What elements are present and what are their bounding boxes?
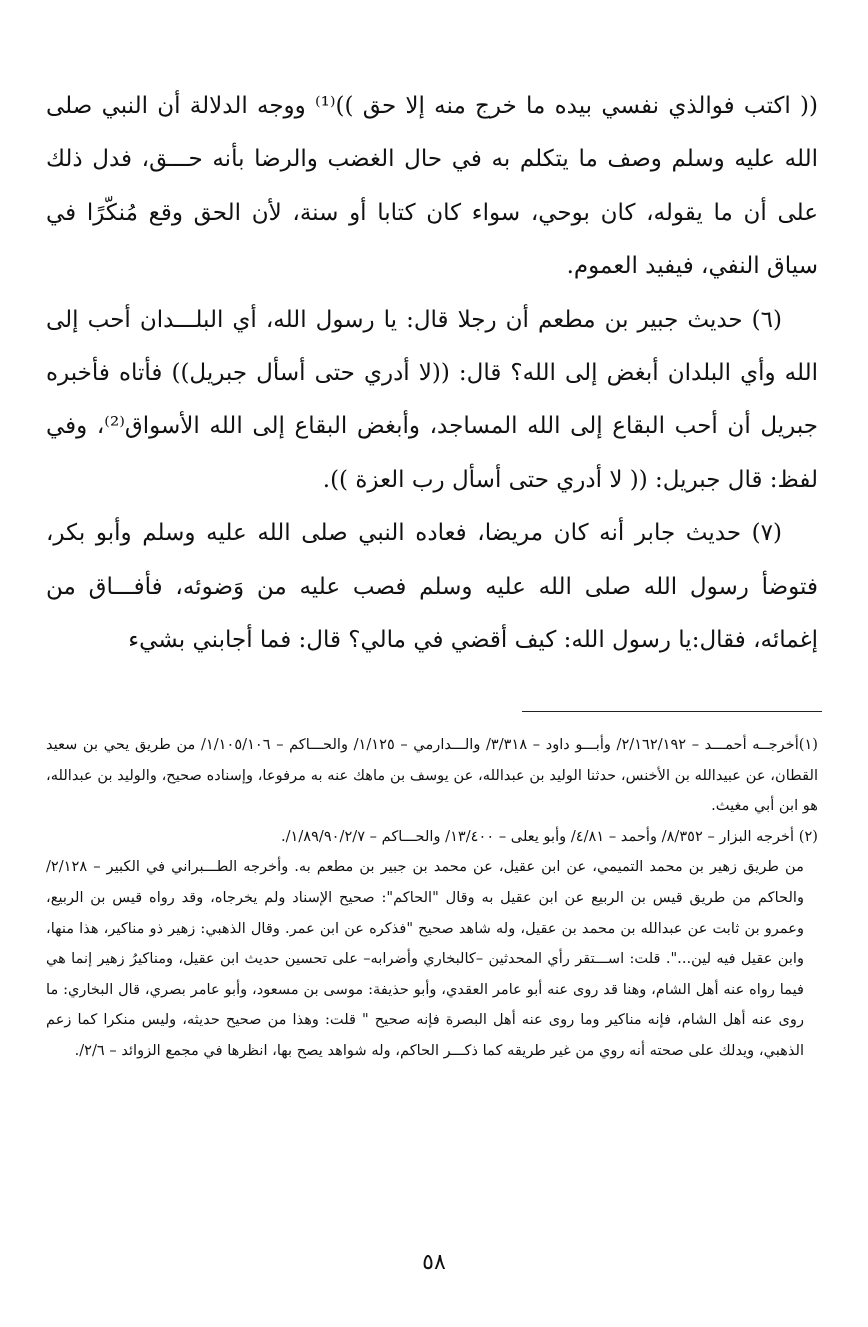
footnote-1: (١)أخرجــه أحمـــد – ٢/١٦٢/١٩٢/ وأبـــو داود – ٣/٣١٨/ والـــدارمي – ١/١٢٥/ والحـــاكم – ١/١٠٥/١٠٦/ من طريق يحي بن سعيد القطان، عن عبيدالله بن الأخنس، حدثنا الوليد بن عبدالله، عن يوسف بن ماهك عنه به مرفوعا، وإسناده صحيح، والوليد بن عبدالله، هو ابن أبي مغيث. [46,736,818,815]
paragraph-hadith-writing: (( اكتب فوالذي نفسي بيده ما خرج منه إلا حق ))⁽¹⁾ ووجه الدلالة أن النبي صلى الله عليه وسلم وصف ما يتكلم به في حال الغضب والرضا بأنه حـــق، فدل ذلك على أن ما يقوله، كان بوحي، سواء كان كتابا أو سنة، لأن الحق وقع مُنكّرًا في سياق النفي، فيفيد العموم. [46,93,818,280]
paragraph-hadith-jabir: (٧) حديث جابر أنه كان مريضا، فعاده النبي صلى الله عليه وسلم وأبو بكر، فتوضأ رسول الله صلى الله عليه وسلم فصب عليه من وَضوئه، فأفـــاق من إغمائه، فقال:يا رسول الله: كيف أقضي في مالي؟ قال: فما أجابني بشيء [46,520,818,654]
footnotes [46,730,818,1067]
footnote-2-head: (٢) أخرجه البزار – ٨/٣٥٢/ وأحمد – ٤/٨١/ وأبو يعلى – ١٣/٤٠٠/ والحـــاكم – ١/٨٩/٩٠/٢/٧/. [280,827,818,845]
footnote-2-body: من طريق زهير بن محمد التميمي، عن ابن عقيل، عن محمد بن جبير بن مطعم به. وأخرجه الطـــبراني في الكبير – ٢/١٢٨/ والحاكم من طريق قيس بن الربيع عن ابن عقيل به وقال "الحاكم": صحيح الإسناد ولم يخرجاه، وقد رواه قيس بن الربيع، وعمرو بن ثابت عن عبدالله بن محمد بن عقيل، وله شاهد صحيح "فذكره عن ابن عمر. وقال الذهبي: زهير ذو مناكير، هذا منها، وابن عقيل فيه لين...". قلت: اســـتقر رأي المحدثين –كالبخاري وأضرابه– على تحسين حديث ابن عقيل، ومناكيرُ زهير إنما هي فيما رواه عنه أهل الشام، وهنا قد روى عنه أبو عامر العقدي، وأبو حذيفة: موسى بن مسعود، وأبو عامر بصري، قال البخاري: ما روى عنه أهل الشام، فإنه مناكير وما روى عنه أهل البصرة فإنه صحيح " قلت: وهذا من صحيح حديثه، وليس منكرا كما زعم الذهبي، ويدلك على صحته أنه روي من غير طريقه كما ذكـــر الحاكم، وله شواهد يصح بها، انظرها في مجمع الزوائد – ٢/٦/. [46,858,805,1059]
main-text [46,80,818,667]
footnote-separator [522,711,822,712]
page-number: ٥٨ [422,1250,446,1275]
paragraph-hadith-jubayr: (٦) حديث جبير بن مطعم أن رجلا قال: يا رسول الله، أي البلـــدان أحب إلى الله وأي البلدان أبغض إلى الله؟ قال: ((لا أدري حتى أسأل جبريل)) فأتاه فأخبره جبريل أن أحب البقاع إلى الله المساجد، وأبغض البقاع إلى الله الأسواق⁽²⁾، وفي لفظ: قال جبريل: (( لا أدري حتى أسأل رب العزة )). [46,306,819,493]
